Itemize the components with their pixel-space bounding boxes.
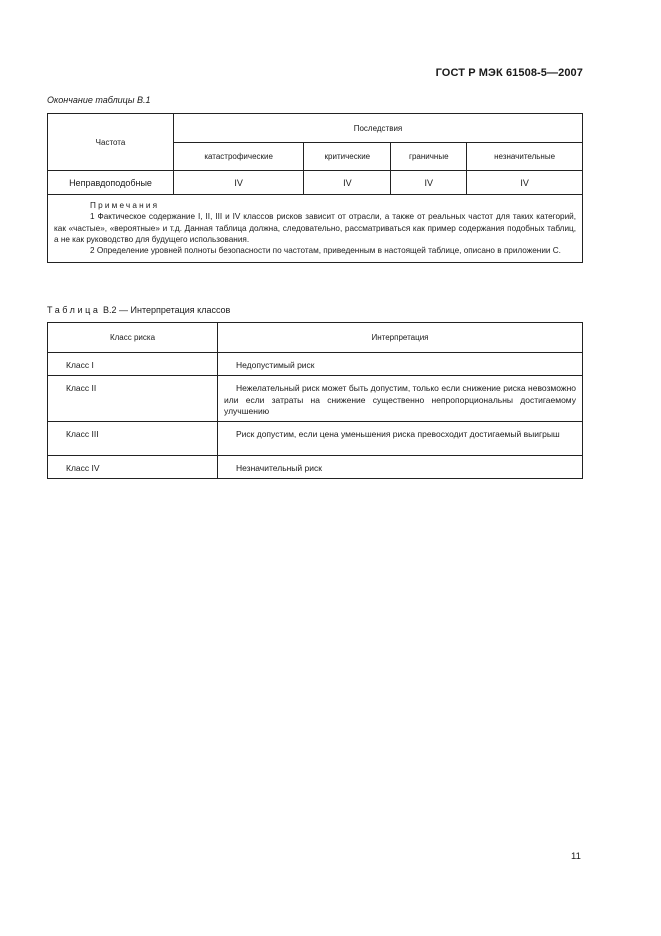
subcol-critical: критические	[304, 143, 391, 171]
table2-caption	[47, 305, 230, 315]
interpretation: Незначительный риск	[218, 456, 583, 479]
page-number: 11	[571, 851, 581, 862]
row-value: IV	[391, 171, 467, 195]
subcol-catastrophic: катастрофические	[174, 143, 304, 171]
risk-class: Класс II	[48, 376, 218, 422]
table1-caption: Окончание таблицы В.1	[47, 95, 151, 105]
table2-caption-prefix: Таблица	[47, 305, 101, 315]
standard-number: ГОСТ Р МЭК 61508-5—2007	[435, 67, 583, 79]
subcol-negligible: незначительные	[467, 143, 583, 171]
row-value: IV	[304, 171, 391, 195]
table2-caption-rest: В.2 — Интерпретация классов	[100, 305, 231, 315]
table-row	[48, 422, 583, 456]
note-2: 2 Определение уровней полноты безопасности по частотам, приведенным в настоящей таблице, описано в приложении С.	[90, 246, 561, 256]
col-interpretation-header: Интерпретация	[218, 323, 583, 353]
notes-cell	[48, 195, 583, 263]
risk-class: Класс III	[48, 422, 218, 456]
table-row	[48, 376, 583, 422]
col-class-header: Класс риска	[48, 323, 218, 353]
risk-class-interpretation-table	[47, 322, 583, 479]
table-row	[48, 353, 583, 376]
frequency-consequence-table	[47, 113, 583, 263]
subcol-marginal: граничные	[391, 143, 467, 171]
interpretation: Риск допустим, если цена уменьшения риска превосходит достигаемый выигрыш	[218, 422, 583, 456]
row-value: IV	[174, 171, 304, 195]
table-row	[48, 171, 583, 195]
risk-class: Класс I	[48, 353, 218, 376]
note-1: 1 Фактическое содержание I, II, III и IV классов рисков зависит от отрасли, а также от реальных частот для таких категорий, как «частые», «вероятные» и т.д. Данная таблица должна, следовательно, рассматриваться как пример содержания подобных таблиц, а не как руководство для будущего использования.	[54, 212, 576, 244]
table-row	[48, 456, 583, 479]
interpretation: Недопустимый риск	[218, 353, 583, 376]
row-label: Неправдоподобные	[48, 171, 174, 195]
row-value: IV	[467, 171, 583, 195]
risk-class: Класс IV	[48, 456, 218, 479]
col-frequency-header: Частота	[48, 114, 174, 171]
interpretation: Нежелательный риск может быть допустим, только если снижение риска невозможно или если затраты на снижение существенно непропорциональны достигаемому улучшению	[218, 376, 583, 422]
notes-heading: Примечания	[90, 201, 160, 210]
col-consequences-header: Последствия	[174, 114, 583, 143]
